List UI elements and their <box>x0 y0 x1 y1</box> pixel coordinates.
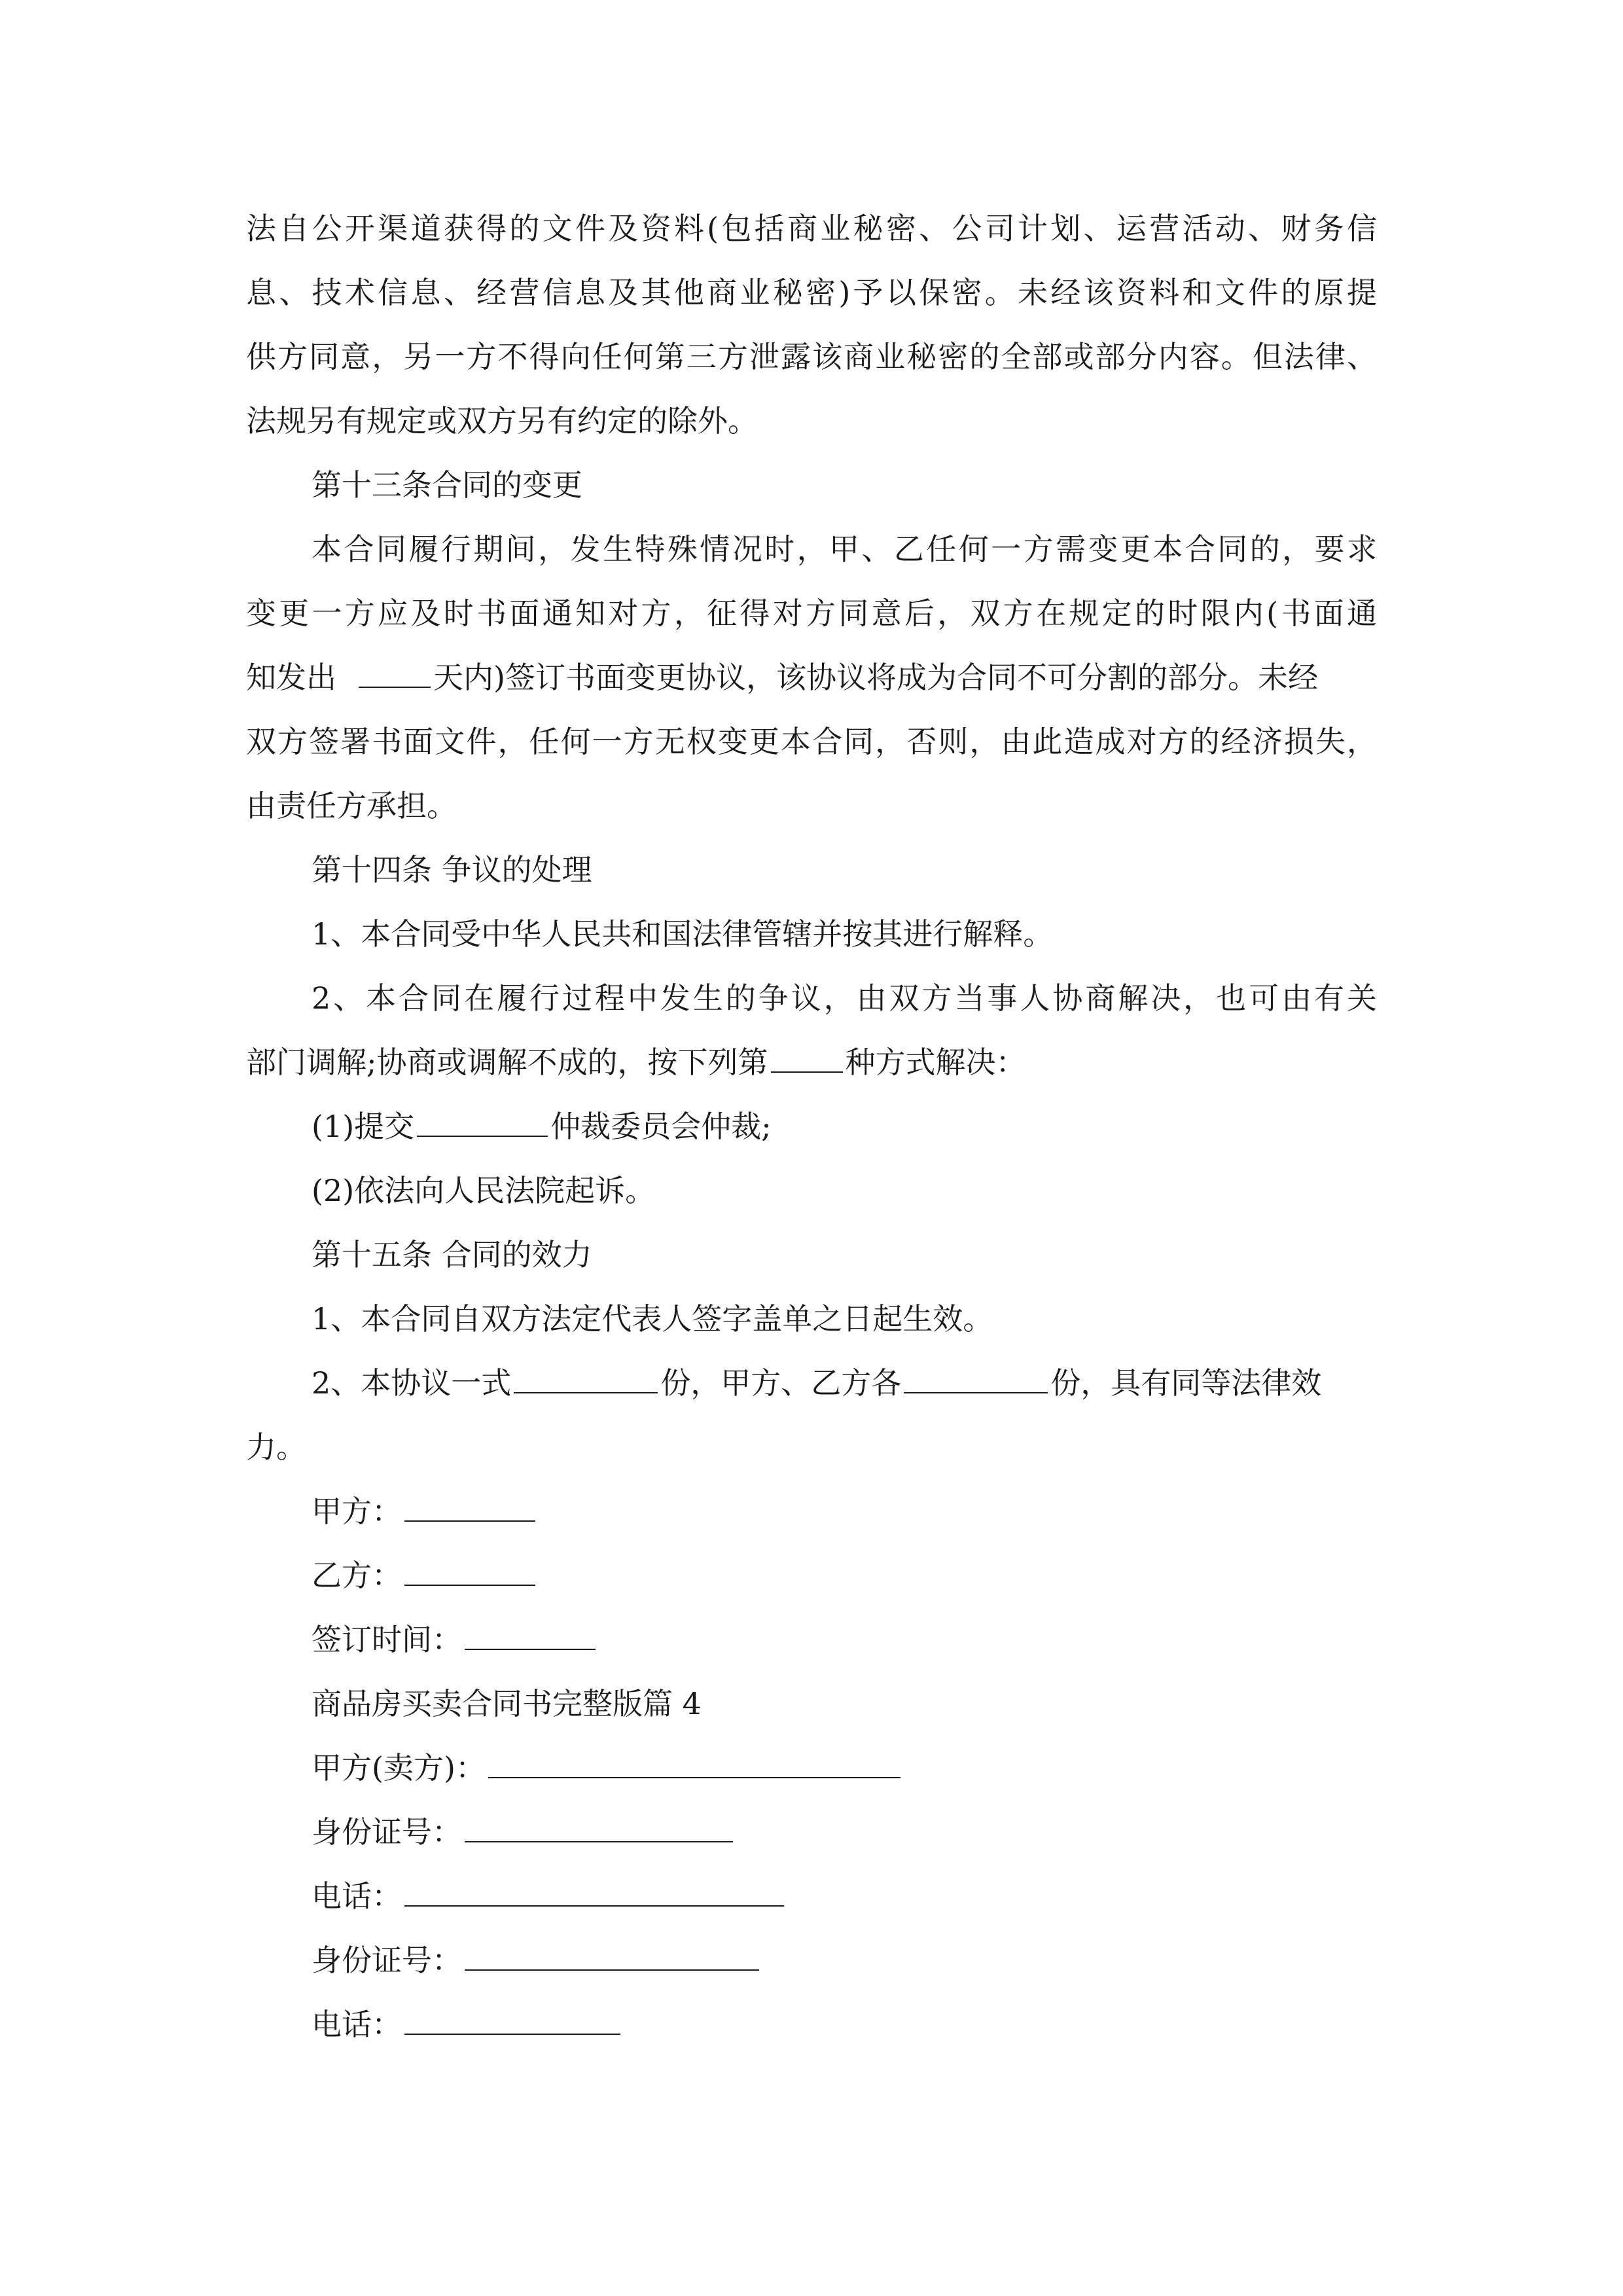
text-line <box>246 1351 1377 1415</box>
text-line: 法规另有规定或双方另有约定的除外。 <box>246 403 758 439</box>
article-14-item-1: 1、本合同受中华人民共和国法律管辖并按其进行解释。 <box>312 916 1054 952</box>
text-fragment: 知发出 <box>246 660 336 695</box>
id-number-blank <box>465 1815 733 1842</box>
date-blank <box>465 1623 596 1650</box>
text-line: 法自公开渠道获得的文件及资料(包括商业秘密、公司计划、运营活动、财务信 <box>246 211 1377 246</box>
copies-each-blank <box>904 1366 1048 1393</box>
copies-total-blank <box>514 1366 658 1393</box>
arbitration-option <box>246 1094 1377 1158</box>
text-line <box>246 645 1377 709</box>
label: 乙方： <box>312 1558 402 1593</box>
seller-field <box>246 1736 1377 1800</box>
phone-blank <box>404 1879 784 1907</box>
label: 甲方(卖方)： <box>312 1750 486 1785</box>
text-fragment: 份，具有同等法律效 <box>1050 1365 1322 1401</box>
text-fragment: 天内)签订书面变更协议，该协议将成为合同不可分割的部分。未经 <box>433 660 1318 695</box>
article-15-item-2 <box>246 1351 1377 1479</box>
phone-field <box>246 1864 1377 1928</box>
article-13-heading: 第十三条合同的变更 <box>312 467 582 503</box>
text-line: 力。 <box>246 1429 306 1465</box>
party-b-blank <box>404 1558 535 1586</box>
article-14-item-2 <box>246 966 1377 1094</box>
days-blank <box>359 660 431 688</box>
paragraph-contract-change <box>246 517 1377 838</box>
label: 身份证号： <box>312 1943 462 1978</box>
text-fragment: 仲裁委员会仲裁; <box>550 1109 772 1144</box>
text-line: 由责任方承担。 <box>246 788 457 823</box>
id-number-field-2 <box>246 1928 1377 1992</box>
text-fragment: 2、本协议一式 <box>312 1365 512 1401</box>
party-a-blank <box>404 1494 535 1522</box>
paragraph-confidentiality <box>246 196 1377 453</box>
text-line: 本合同履行期间，发生特殊情况时，甲、乙任何一方需变更本合同的，要求 <box>312 531 1377 567</box>
seller-blank <box>488 1751 901 1778</box>
text-line: 变更一方应及时书面通知对方，征得对方同意后，双方在规定的时限内(书面通 <box>246 596 1377 631</box>
id-number-blank-2 <box>465 1943 759 1971</box>
article-15-heading: 第十五条 合同的效力 <box>312 1237 592 1272</box>
text-line: 2、本合同在履行过程中发生的争议，由双方当事人协商解决，也可由有关 <box>312 980 1377 1016</box>
article-15-item-1: 1、本合同自双方法定代表人签字盖单之日起生效。 <box>312 1301 993 1336</box>
label: 电话： <box>312 1878 402 1914</box>
text-fragment: 部门调解;协商或调解不成的，按下列第 <box>246 1045 768 1080</box>
section-4-title: 商品房买卖合同书完整版篇 4 <box>312 1686 702 1721</box>
phone-field-2 <box>246 1992 1377 2056</box>
signature-date <box>246 1607 1377 1672</box>
text-line: 双方签署书面文件，任何一方无权变更本合同，否则，由此造成对方的经济损失， <box>246 724 1377 759</box>
text-line: 供方同意，另一方不得向任何第三方泄露该商业秘密的全部或部分内容。但法律、 <box>246 339 1377 374</box>
article-14-heading: 第十四条 争议的处理 <box>312 852 592 888</box>
text-fragment: 种方式解决： <box>845 1045 1026 1080</box>
id-number-field <box>246 1800 1377 1864</box>
arbitration-committee-blank <box>417 1109 548 1137</box>
label: 甲方： <box>312 1494 402 1529</box>
label: 电话： <box>312 2007 402 2042</box>
method-blank <box>771 1045 843 1073</box>
text-fragment: 份，甲方、乙方各 <box>660 1365 902 1401</box>
document-page <box>246 196 1377 2056</box>
label: 身份证号： <box>312 1814 462 1850</box>
text-fragment: (1)提交 <box>312 1109 415 1144</box>
text-line: 息、技术信息、经营信息及其他商业秘密)予以保密。未经该资料和文件的原提 <box>246 275 1377 310</box>
text-line <box>246 1030 1377 1094</box>
label: 签订时间： <box>312 1622 462 1657</box>
lawsuit-option: (2)依法向人民法院起诉。 <box>312 1173 656 1208</box>
phone-blank-2 <box>404 2007 620 2035</box>
signature-party-a <box>246 1479 1377 1543</box>
signature-party-b <box>246 1543 1377 1607</box>
